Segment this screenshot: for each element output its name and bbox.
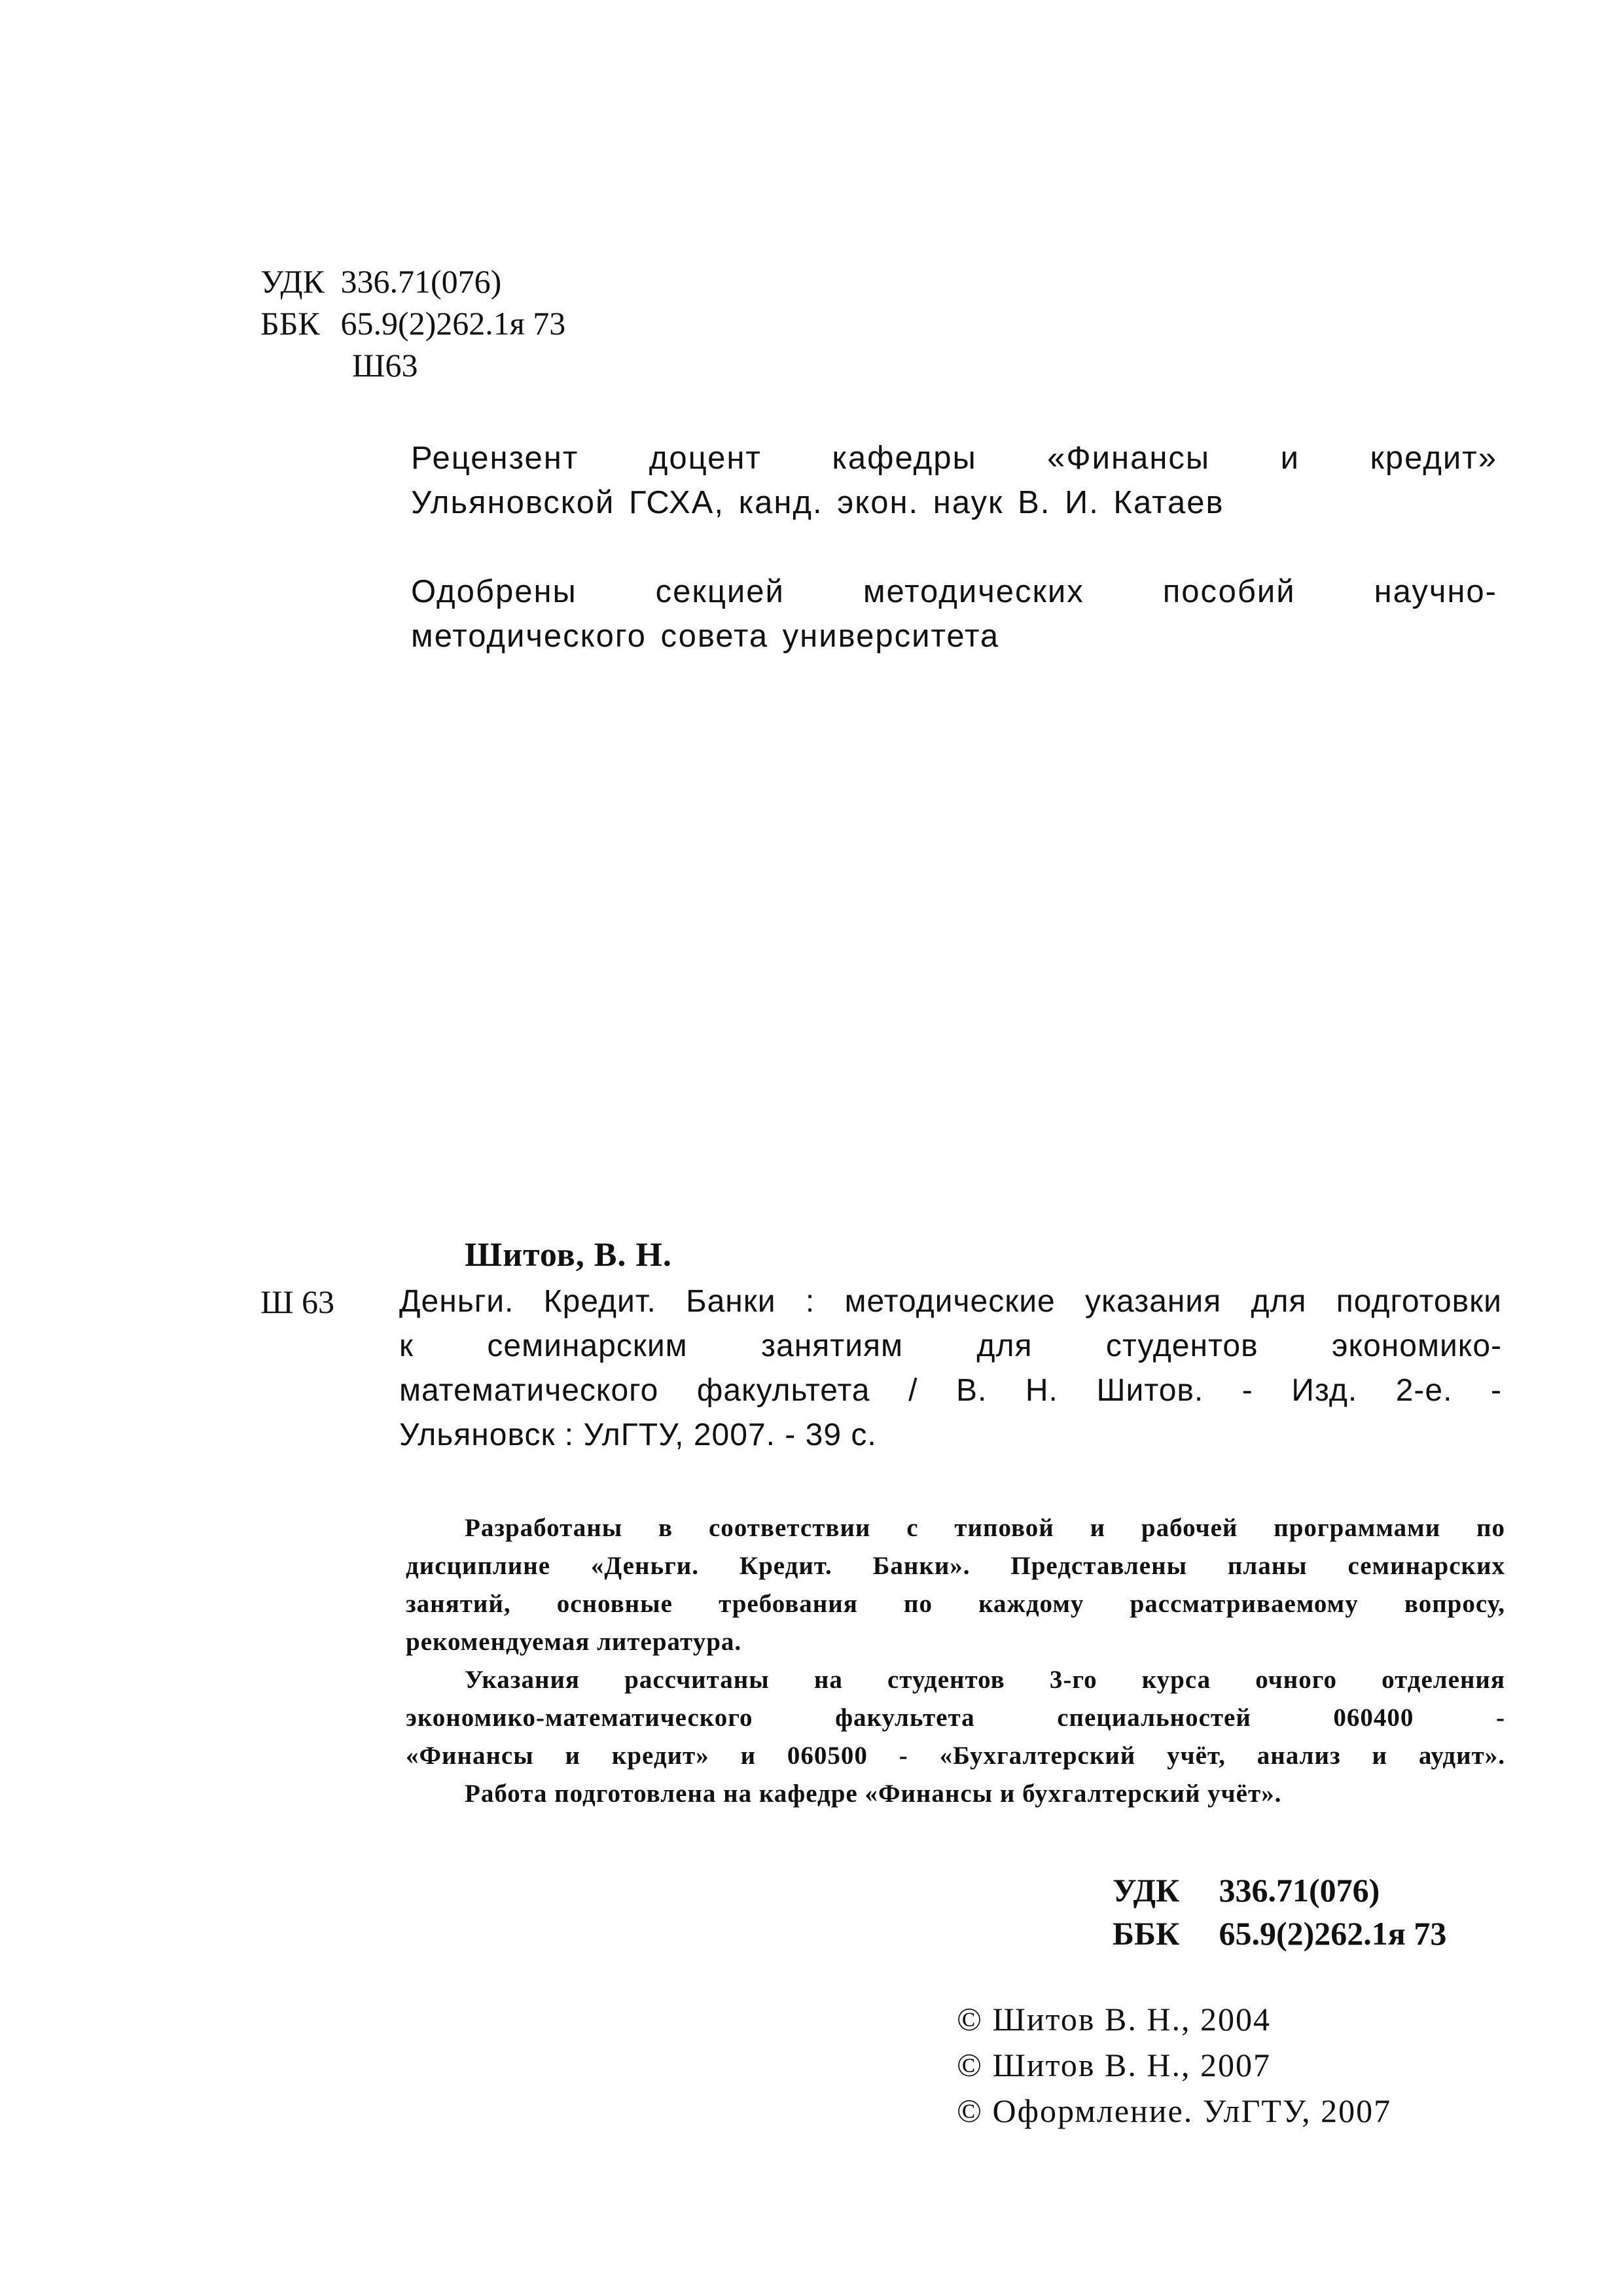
annotation-line: Указания рассчитаны на студентов 3-го курса очного отделения (465, 1666, 1505, 1694)
bibliography-text (399, 1280, 1502, 1458)
approval-line: методического совета университета (411, 619, 1000, 654)
classification-bottom (1113, 1869, 1446, 1955)
bib-line: Ульяновск : УлГТУ, 2007. - 39 с. (399, 1418, 877, 1452)
annotation-line: Работа подготовлена на кафедре «Финансы и бухгалтерский учёт». (465, 1780, 1282, 1808)
bib-cipher: Ш 63 (260, 1283, 334, 1320)
udk-row (260, 260, 565, 302)
reviewer-line: Ульяновской ГСХА, канд. экон. наук В. И. Катаев (411, 485, 1224, 520)
copyright-line: © Шитов В. Н., 2007 (957, 2047, 1271, 2083)
reviewer-line: Рецензент доцент кафедры «Финансы и кредит» (411, 440, 1497, 476)
annotation-line: экономико-математического факультета специальностей 060400 - (406, 1704, 1505, 1732)
annotation-line: занятий, основные требования по каждому рассматриваемому вопросу, (406, 1590, 1505, 1618)
bbk-label: ББК (1113, 1915, 1180, 1952)
copyright-line: © Шитов В. Н., 2004 (957, 2001, 1271, 2037)
bib-line: Деньги. Кредит. Банки : методические указания для подготовки (399, 1284, 1502, 1319)
cipher-row (260, 344, 565, 386)
copyright-block (957, 1996, 1391, 2134)
annotation-line: Разработаны в соответствии с типовой и рабочей программами по (465, 1514, 1505, 1542)
bbk-row (260, 302, 565, 344)
bbk-row (1113, 1912, 1446, 1955)
annotation-block (406, 1509, 1505, 1813)
author-heading: Шитов, В. Н. (465, 1236, 672, 1274)
reviewer-block (411, 436, 1497, 525)
approval-line: Одобрены секцией методических пособий научно- (411, 574, 1497, 609)
bib-line: к семинарским занятиям для студентов экономико- (399, 1329, 1502, 1363)
bbk-value: 65.9(2)262.1я 73 (340, 305, 566, 342)
annotation-line: рекомендуемая литература. (406, 1628, 742, 1656)
udk-value: 336.71(076) (1219, 1872, 1380, 1909)
author-cipher: Ш63 (352, 347, 418, 384)
udk-label: УДК (1113, 1872, 1180, 1909)
bib-line: математического факультета / В. Н. Шитов. - Изд. 2-е. - (399, 1373, 1502, 1408)
udk-label: УДК (260, 263, 325, 300)
udk-row (1113, 1869, 1446, 1912)
annotation-line: дисциплине «Деньги. Кредит. Банки». Представлены планы семинарских (406, 1552, 1505, 1580)
copyright-line: © Оформление. УлГТУ, 2007 (957, 2092, 1392, 2129)
bbk-value: 65.9(2)262.1я 73 (1219, 1915, 1447, 1952)
approval-block (411, 569, 1497, 658)
annotation-line: «Финансы и кредит» и 060500 - «Бухгалтерский учёт, анализ и аудит». (406, 1742, 1505, 1770)
bbk-label: ББК (260, 305, 320, 342)
classification-top (260, 260, 565, 386)
udk-value: 336.71(076) (340, 263, 502, 300)
